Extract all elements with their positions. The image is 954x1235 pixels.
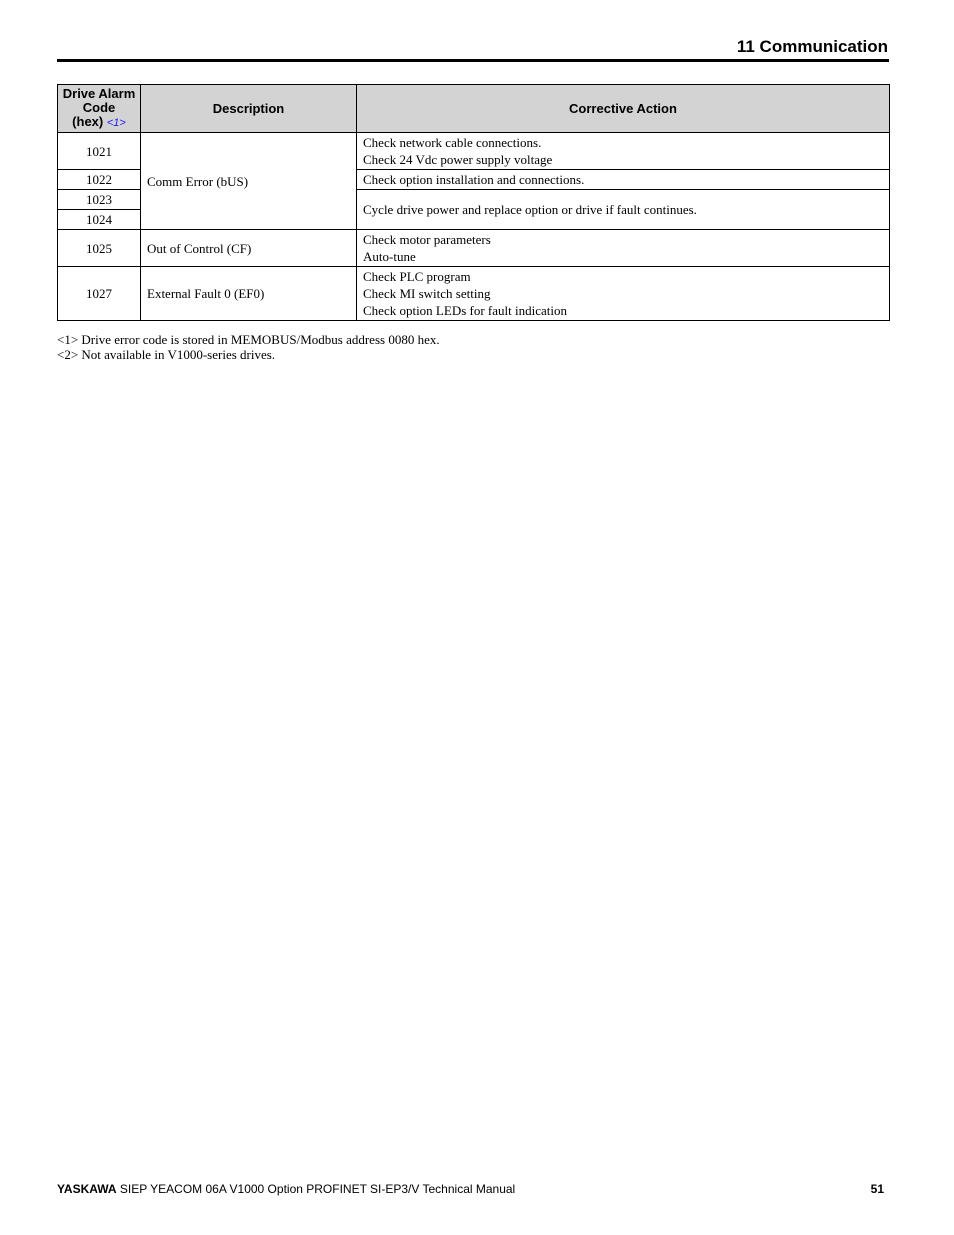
corrective-action bbox=[357, 190, 890, 230]
alarm-code: 1024 bbox=[58, 210, 141, 230]
alarm-code: 1027 bbox=[58, 267, 141, 321]
footnote-link[interactable]: <1> bbox=[106, 117, 126, 129]
footnote-1: <1> Drive error code is stored in MEMOBUS/Modbus address 0080 hex. bbox=[57, 332, 440, 347]
action-line: Check 24 Vdc power supply voltage bbox=[363, 152, 553, 167]
corrective-action bbox=[357, 133, 890, 170]
alarm-code: 1023 bbox=[58, 190, 141, 210]
action-line: Check option LEDs for fault indication bbox=[363, 303, 567, 318]
alarm-code: 1022 bbox=[58, 170, 141, 190]
corrective-action bbox=[357, 170, 890, 190]
manual-title: SIEP YEACOM 06A V1000 Option PROFINET SI-EP3/V Technical Manual bbox=[116, 1182, 516, 1196]
page-number: 51 bbox=[870, 1182, 884, 1196]
column-header-action: Corrective Action bbox=[357, 85, 890, 133]
table-row bbox=[58, 230, 890, 267]
header-rule bbox=[57, 59, 889, 62]
corrective-action bbox=[357, 230, 890, 267]
code-header-line1: Drive Alarm bbox=[62, 86, 136, 101]
code-header-line2: Code bbox=[82, 100, 116, 115]
section-title: 11 Communication bbox=[736, 37, 888, 56]
action-line: Check network cable connections. bbox=[363, 135, 542, 150]
alarm-code: 1025 bbox=[58, 230, 141, 267]
footnote-2: <2> Not available in V1000-series drives. bbox=[57, 346, 276, 362]
table-header-row bbox=[58, 85, 890, 133]
page-footer bbox=[57, 1182, 884, 1196]
action-line: Check PLC program bbox=[363, 269, 471, 284]
footnotes bbox=[57, 333, 440, 362]
corrective-action bbox=[357, 267, 890, 321]
table-row bbox=[58, 133, 890, 170]
column-header-code bbox=[58, 85, 141, 133]
action-line: Check motor parameters bbox=[363, 232, 491, 247]
alarm-description: Comm Error (bUS) bbox=[141, 133, 357, 230]
action-line: Cycle drive power and replace option or drive if fault continues. bbox=[363, 202, 697, 217]
table-row bbox=[58, 267, 890, 321]
alarm-description: Out of Control (CF) bbox=[141, 230, 357, 267]
alarm-code: 1021 bbox=[58, 133, 141, 170]
action-line: Auto-tune bbox=[363, 249, 416, 264]
action-line: Check option installation and connections. bbox=[363, 172, 585, 187]
code-header-line3: (hex) bbox=[72, 114, 104, 129]
brand-name: YASKAWA bbox=[57, 1182, 117, 1196]
column-header-description: Description bbox=[141, 85, 357, 133]
alarm-table bbox=[57, 84, 890, 321]
action-line: Check MI switch setting bbox=[363, 286, 491, 301]
alarm-description: External Fault 0 (EF0) bbox=[141, 267, 357, 321]
